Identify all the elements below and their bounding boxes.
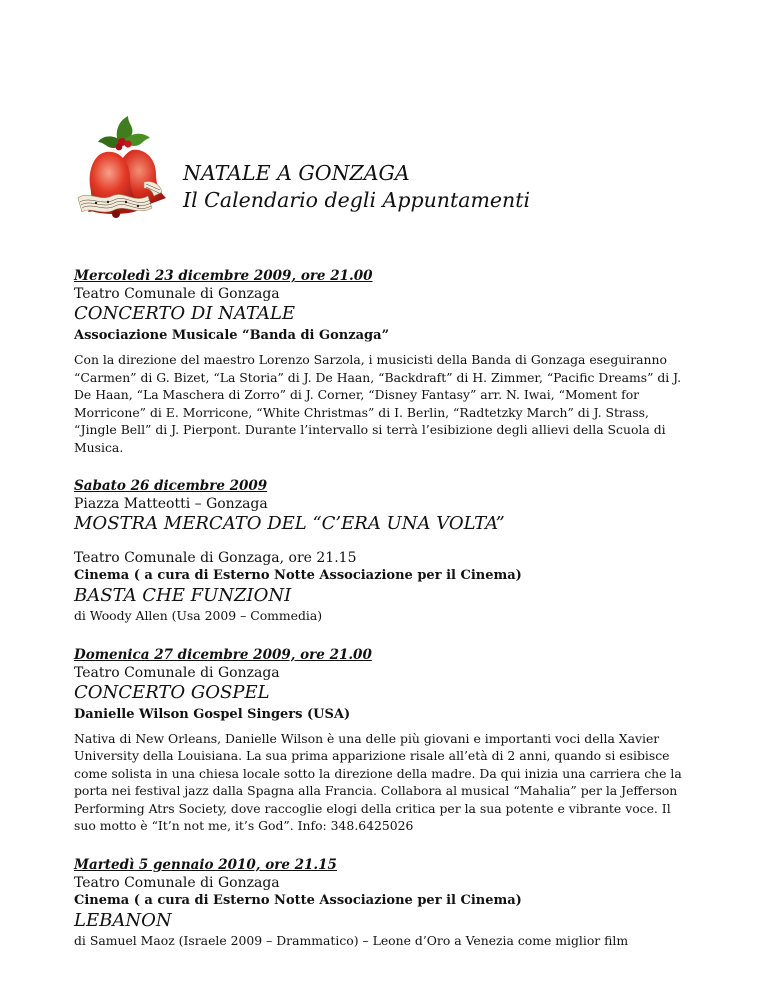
page-title: NATALE A GONZAGA [183, 161, 410, 185]
events-list [74, 268, 694, 949]
event-lebanon [74, 857, 694, 950]
event-venue: Teatro Comunale di Gonzaga [74, 874, 280, 891]
event-concerto-gospel [74, 647, 694, 835]
event-title: CONCERTO GOSPEL [74, 681, 270, 703]
event-subtitle: Cinema ( a cura di Esterno Notte Associazione per il Cinema) [74, 892, 522, 908]
page-subtitle: Il Calendario degli Appuntamenti [183, 188, 531, 212]
event-mostra-mercato [74, 478, 694, 625]
event-description: di Samuel Maoz (Israele 2009 – Drammatico) – Leone d’Oro a Venezia come miglior film [74, 932, 629, 948]
christmas-bell-icon [74, 112, 176, 240]
event-subtitle: Associazione Musicale “Banda di Gonzaga” [74, 328, 390, 343]
title-block [183, 160, 530, 214]
event-subtitle: Cinema ( a cura di Esterno Notte Associazione per il Cinema) [74, 568, 522, 583]
event-subtitle: Danielle Wilson Gospel Singers (USA) [74, 706, 351, 722]
event-date: Domenica 27 dicembre 2009, ore 21.00 [74, 646, 372, 663]
event-description: Nativa di New Orleans, Danielle Wilson è una delle più giovani e importanti voci della Xavier University della Louisiana. La sua prima apparizione risale all’età di 2 anni, quando si esibisce come solista in una chiesa locale sotto la direzione della madre. Da qui inizia una carriera che la porta nei festival jazz dalla Spagna alla Francia. Collabora al musical “Mahalia” per la Jefferson Performing Atrs Society, dove raccoglie elogi della critica per la sua potente e vibrante voce. Il suo motto è “It’n not me, it’s God”. Info: 348.6425026 [74, 730, 682, 833]
event-description: di Woody Allen (Usa 2009 – Commedia) [74, 608, 323, 623]
event-venue-second: Teatro Comunale di Gonzaga, ore 21.15 [74, 550, 357, 566]
event-title: LEBANON [74, 909, 172, 931]
event-date: Sabato 26 dicembre 2009 [74, 478, 268, 494]
event-venue: Piazza Matteotti – Gonzaga [74, 496, 268, 512]
event-venue: Teatro Comunale di Gonzaga [74, 286, 280, 302]
event-title-second: BASTA CHE FUNZIONI [74, 585, 292, 606]
event-description: Con la direzione del maestro Lorenzo Sarzola, i musicisti della Banda di Gonzaga eseguiranno “Carmen” di G. Bizet, “La Storia” di J. De Haan, “Backdraft” di H. Zimmer, “Pacific Dreams” di J. De Haan, “La Maschera di Zorro” di J. Corner, “Disney Fantasy” arr. N. Iwai, “Moment for Morricone” di E. Morricone, “White Christmas” di I. Berlin, “Radtetzky March” di J. Strass, “Jingle Bell” di J. Pierpont. Durante l’intervallo si terrà l’esibizione degli allievi della Scuola di Musica. [74, 352, 682, 455]
event-venue: Teatro Comunale di Gonzaga [74, 664, 280, 681]
event-date: Martedì 5 gennaio 2010, ore 21.15 [74, 856, 337, 873]
event-title: CONCERTO DI NATALE [74, 303, 296, 324]
event-concerto-natale [74, 268, 694, 456]
event-date: Mercoledì 23 dicembre 2009, ore 21.00 [74, 268, 373, 284]
event-title: MOSTRA MERCATO DEL “C’ERA UNA VOLTA” [74, 513, 505, 534]
